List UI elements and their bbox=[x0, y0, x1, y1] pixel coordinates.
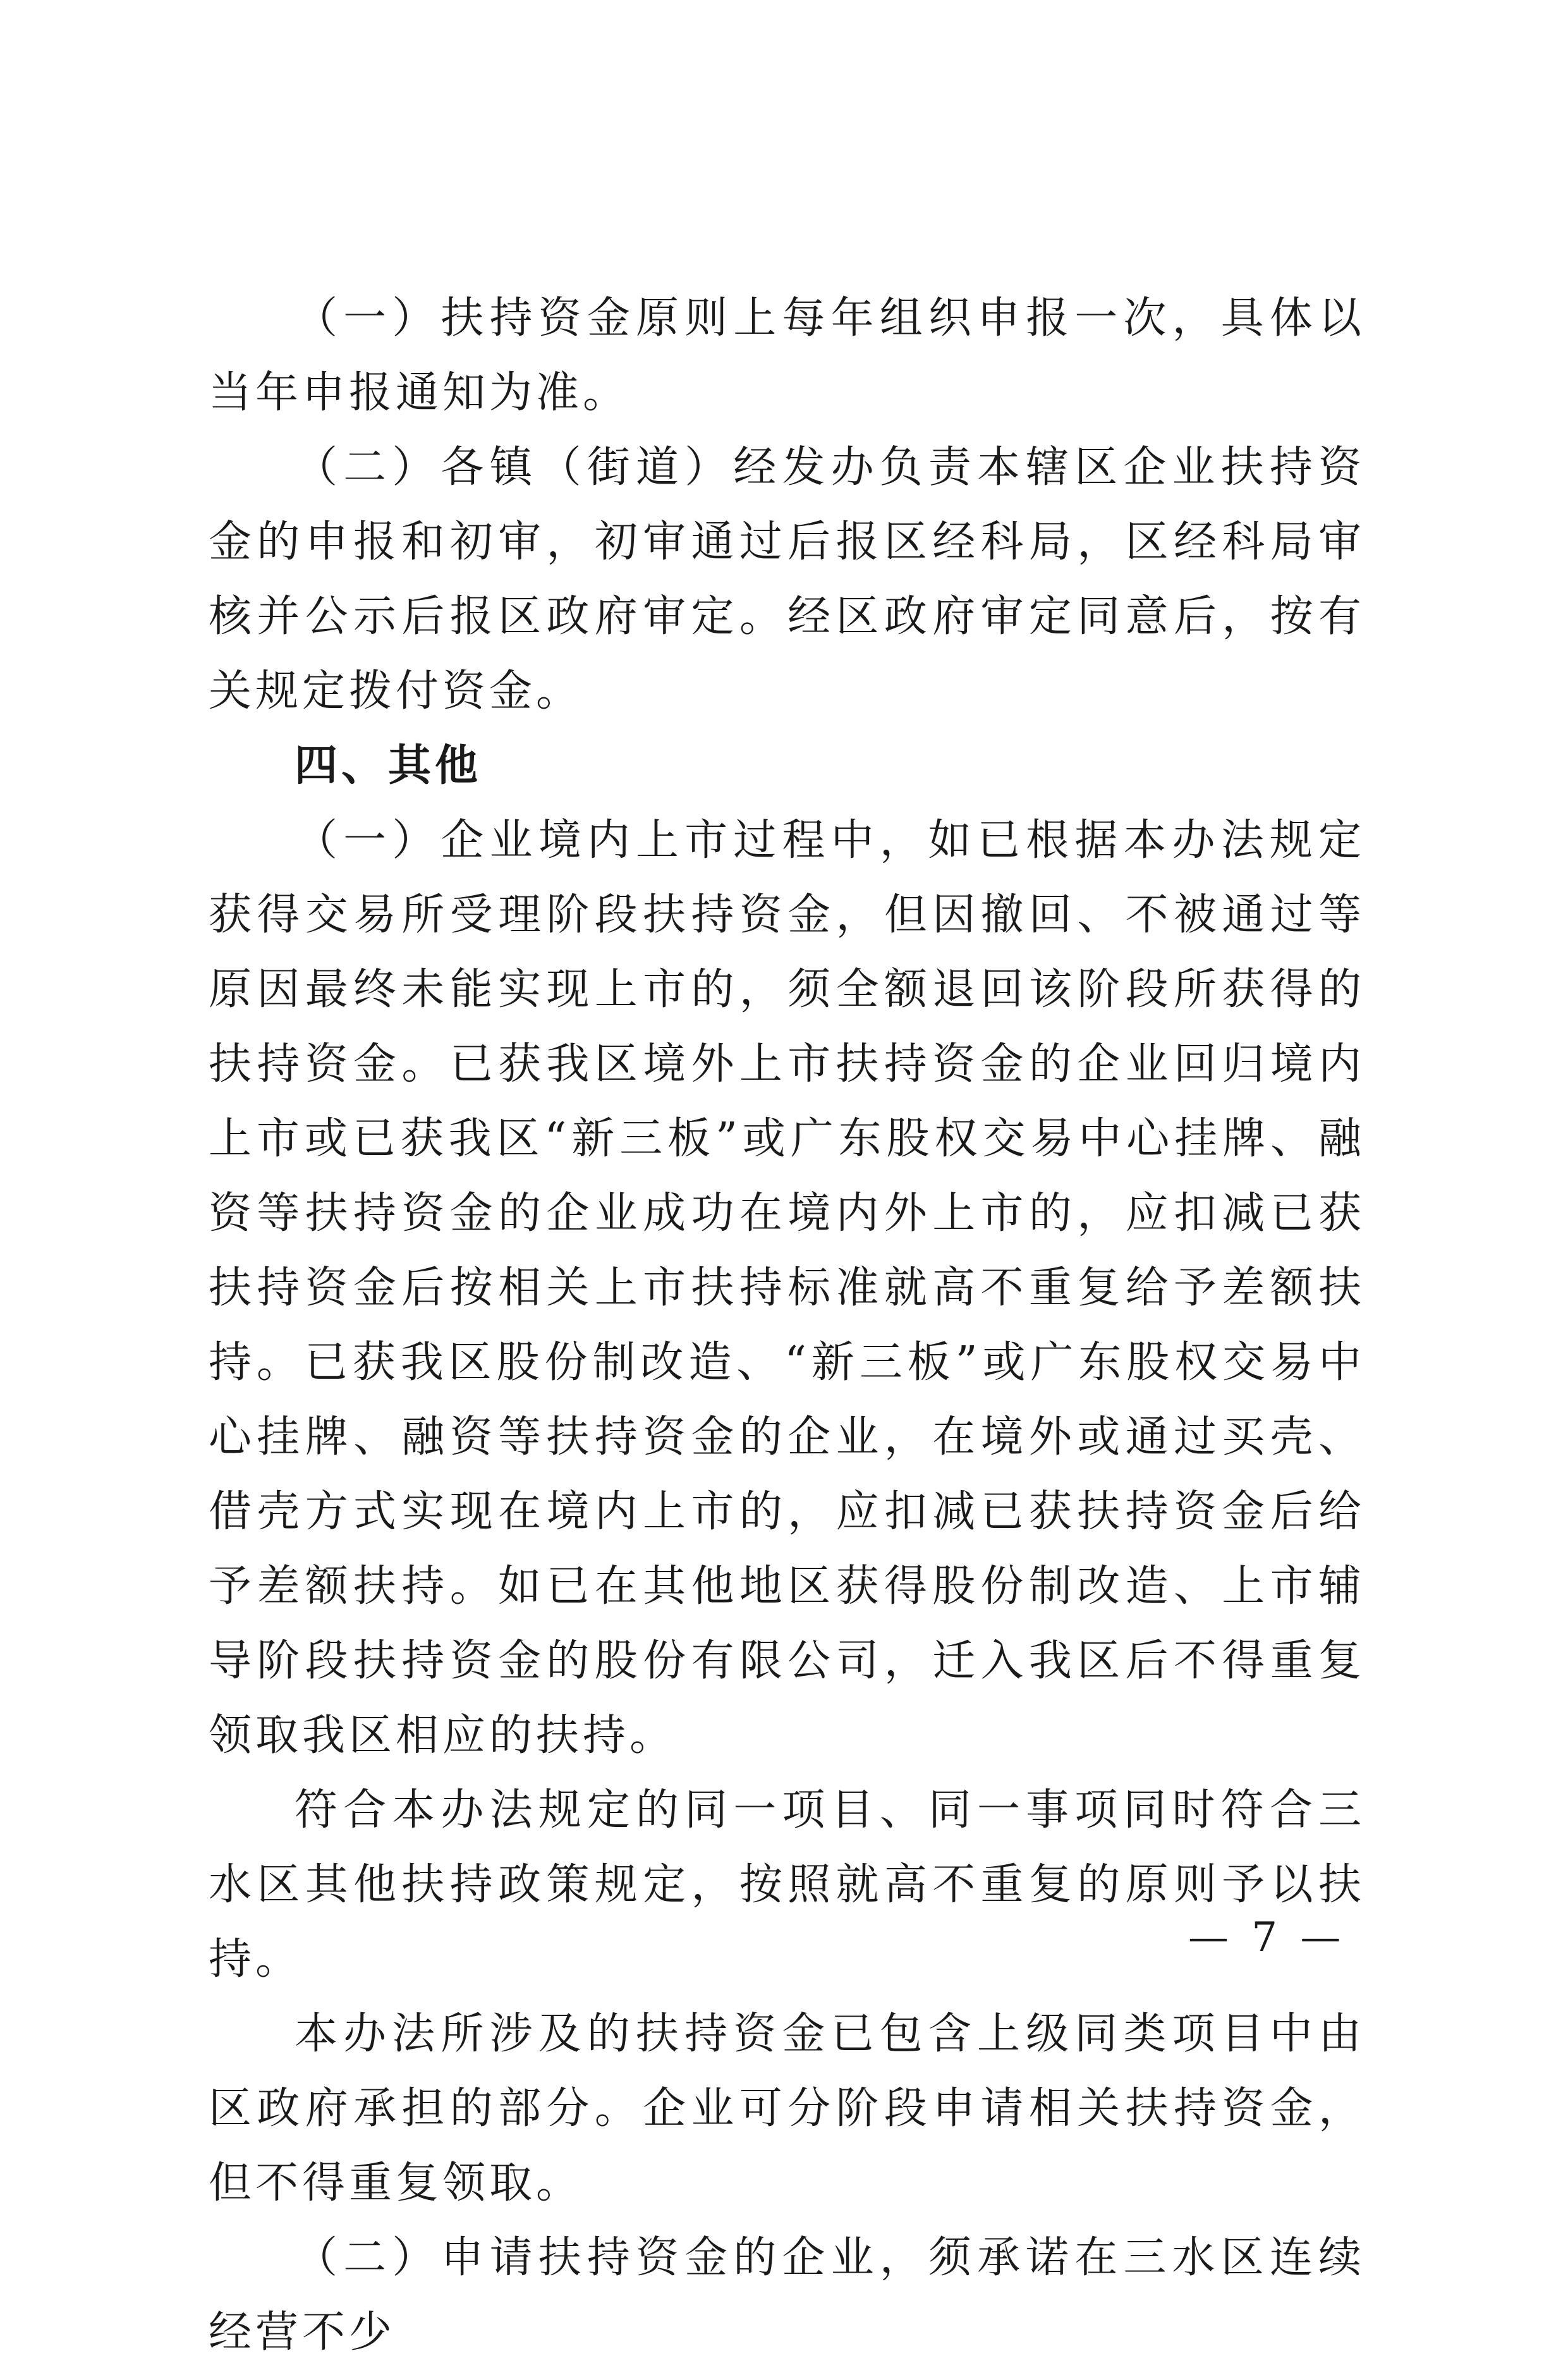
paragraph-listing-refund-rules: （一）企业境内上市过程中，如已根据本办法规定获得交易所受理阶段扶持资金，但因撤回、不被通过等原因最终未能实现上市的，须全额退回该阶段所获得的扶持资金。已获我区境外上市扶持资金的企业回归境内上市或已获我区“新三板”或广东股权交易中心挂牌、融资等扶持资金的企业成功在境内外上市的，应扣减已获扶持资金后按相关上市扶持标准就高不重复给予差额扶持。已获我区股份制改造、“新三板”或广东股权交易中心挂牌、融资等扶持资金的企业，在境外或通过买壳、借壳方式实现在境内上市的，应扣减已获扶持资金后给予差额扶持。如已在其他地区获得股份制改造、上市辅导阶段扶持资金的股份有限公司，迁入我区后不得重复领取我区相应的扶持。 bbox=[209, 815, 1365, 1761]
paragraph-funding-scope: 本办法所涉及的扶持资金已包含上级同类项目中由区政府承担的部分。企业可分阶段申请相关扶持资金，但不得重复领取。 bbox=[209, 2009, 1365, 2208]
paragraph-application-frequency: （一）扶持资金原则上每年组织申报一次，具体以当年申报通知为准。 bbox=[209, 293, 1365, 418]
paragraph-operation-commitment: （二）申请扶持资金的企业，须承诺在三水区连续经营不少 bbox=[209, 2233, 1365, 2357]
page-number: — 7 — bbox=[1188, 1914, 1346, 1961]
paragraph-no-duplicate-support: 符合本办法规定的同一项目、同一事项同时符合三水区其他扶持政策规定，按照就高不重复的原则予以扶持。 bbox=[209, 1785, 1365, 1984]
body-text bbox=[209, 281, 1365, 2370]
section-heading-other: 四、其他 bbox=[295, 741, 482, 791]
paragraph-review-process: （二）各镇（街道）经发办负责本辖区企业扶持资金的申报和初审，初审通过后报区经科局，区经科局审核并公示后报区政府审定。经区政府审定同意后，按有关规定拨付资金。 bbox=[209, 443, 1365, 716]
